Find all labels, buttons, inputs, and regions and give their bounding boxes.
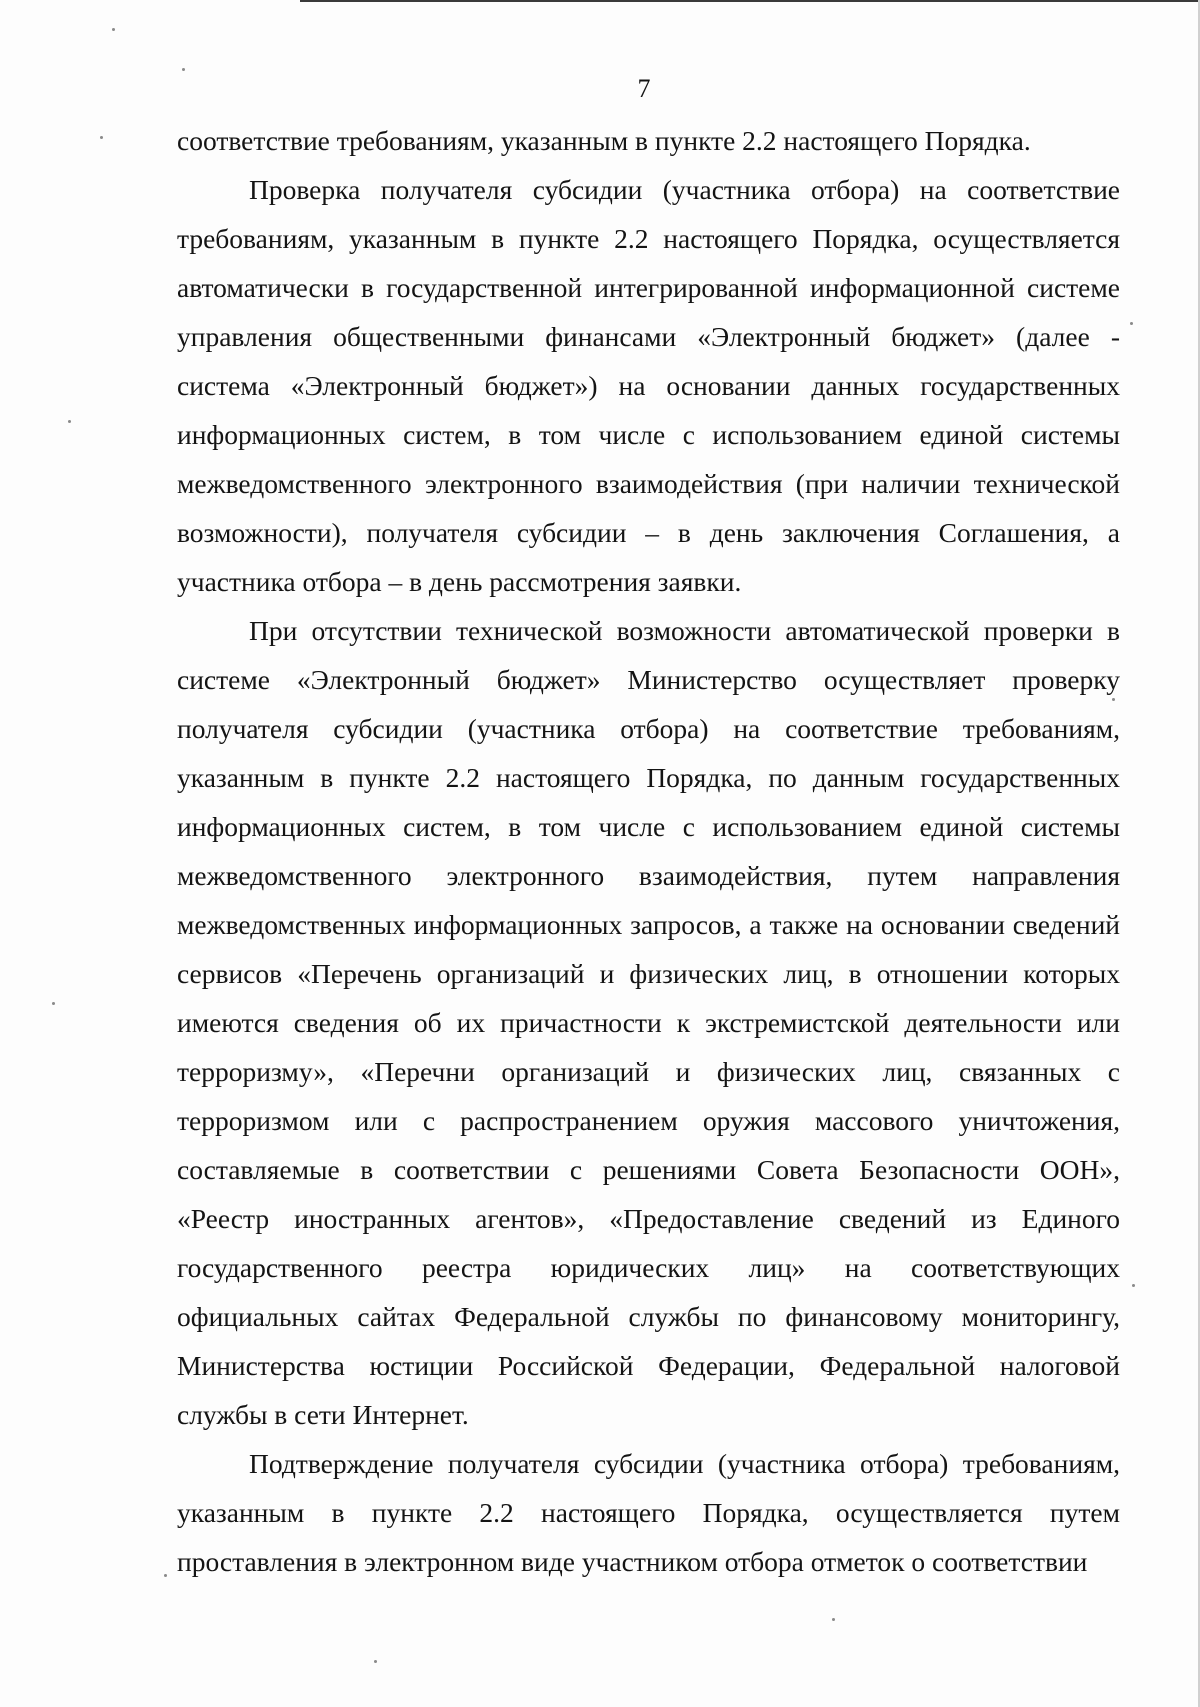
page-number: 7 [637, 74, 651, 103]
scan-speck [100, 136, 103, 139]
scan-speck [112, 28, 115, 31]
scan-speck [832, 1618, 835, 1621]
scan-speck [1132, 1284, 1135, 1287]
scan-speck [68, 420, 71, 423]
document-body [177, 116, 1120, 1586]
scan-speck [164, 1574, 167, 1577]
scan-top-edge [300, 0, 1200, 2]
scan-speck [52, 1002, 55, 1005]
paragraph-continuation: соответствие требованиям, указанным в пункте 2.2 настоящего Порядка. [177, 125, 1031, 156]
scan-speck [374, 1660, 377, 1663]
paragraph-confirmation: Подтверждение получателя субсидии (участника отбора) требованиям, указанным в пункте 2.2 настоящего Порядка, осуществляется путем проставления в электронном виде участником отбора отметок о соответствии [177, 1448, 1120, 1577]
scan-speck [1112, 698, 1115, 701]
scan-speck [182, 68, 185, 71]
paragraph-verification-automatic: Проверка получателя субсидии (участника отбора) на соответствие требованиям, указанным в пункте 2.2 настоящего Порядка, осуществляется автоматически в государственной интегрированной информационной системе управления общественными финансами «Электронный бюджет» (далее - система «Электронный бюджет») на основании данных государственных информационных систем, в том числе с использованием единой системы межведомственного электронного взаимодействия (при наличии технической возможности), получателя субсидии – в день заключения Соглашения, а участника отбора – в день рассмотрения заявки. [177, 174, 1120, 597]
paragraph-verification-manual: При отсутствии технической возможности автоматической проверки в системе «Электронный бюджет» Министерство осуществляет проверку получателя субсидии (участника отбора) на соответствие требованиям, указанным в пункте 2.2 настоящего Порядка, по данным государственных информационных систем, в том числе с использованием единой системы межведомственного электронного взаимодействия, путем направления межведомственных информационных запросов, а также на основании сведений сервисов «Перечень организаций и физических лиц, в отношении которых имеются сведения об их причастности к экстремистской деятельности или терроризму», «Перечни организаций и физических лиц, связанных с терроризмом или с распространением оружия массового уничтожения, составляемые в соответствии с решениями Совета Безопасности ООН», «Реестр иностранных агентов», «Предоставление сведений из Единого государственного реестра юридических лиц» на соответствующих официальных сайтах Федеральной службы по финансовому мониторингу, Министерства юстиции Российской Федерации, Федеральной налоговой службы в сети Интернет. [177, 615, 1120, 1430]
scan-speck [1130, 322, 1133, 325]
